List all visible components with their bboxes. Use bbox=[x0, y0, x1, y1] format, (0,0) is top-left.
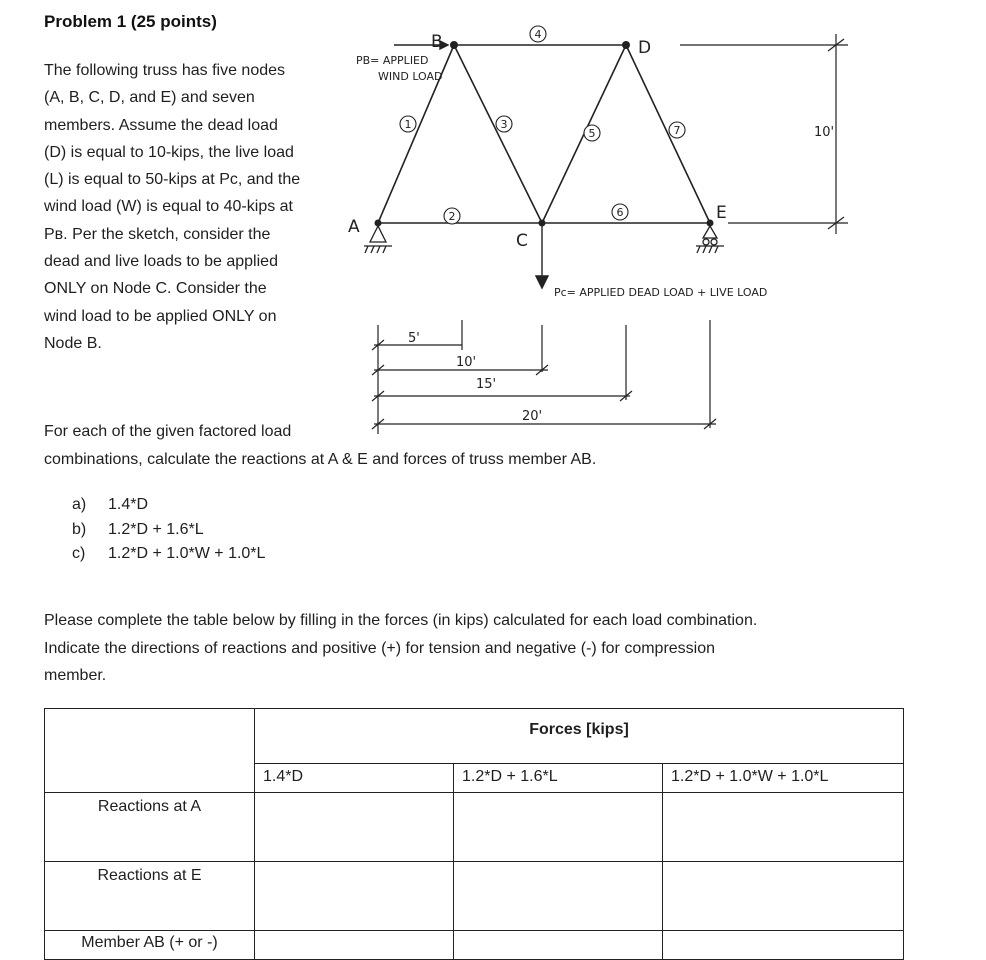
instruction-line: For each of the given factored load bbox=[44, 423, 292, 440]
horizontal-dimensions bbox=[372, 320, 716, 434]
member-label: 3 bbox=[500, 118, 508, 131]
intro-line: wind load to be applied ONLY on bbox=[44, 307, 277, 325]
instruction-paragraph bbox=[44, 418, 596, 473]
combination-tag: b) bbox=[72, 520, 87, 538]
intro-line: (D) is equal to 10-kips, the live load bbox=[44, 143, 294, 161]
problem-intro bbox=[44, 57, 336, 357]
member-label: 7 bbox=[673, 124, 681, 137]
answer-cell[interactable] bbox=[454, 931, 663, 960]
combination-text: 1.4*D bbox=[108, 496, 149, 513]
row-label-reactions-a: Reactions at A bbox=[45, 793, 255, 862]
table-instruction-line: member. bbox=[44, 667, 107, 684]
column-header-1-4d: 1.4*D bbox=[255, 764, 454, 793]
roller-support-e bbox=[696, 226, 724, 253]
intro-line: (L) is equal to 50-kips at Pᴄ, and the bbox=[44, 171, 301, 189]
intro-line: dead and live loads to be applied bbox=[44, 253, 278, 271]
forces-table bbox=[44, 708, 904, 960]
node-label-b: B bbox=[431, 32, 443, 52]
answer-cell[interactable] bbox=[454, 862, 663, 931]
table-header-row bbox=[45, 709, 904, 764]
answer-cell[interactable] bbox=[255, 862, 454, 931]
answer-cell[interactable] bbox=[255, 931, 454, 960]
wind-load-label-2: WIND LOAD bbox=[378, 70, 443, 83]
answer-cell[interactable] bbox=[255, 793, 454, 862]
combination-tag: c) bbox=[72, 545, 86, 562]
dim-label-10ft: 10' bbox=[456, 355, 477, 370]
column-header-1-2d-1-6l: 1.2*D + 1.6*L bbox=[454, 764, 663, 793]
member-label: 5 bbox=[588, 127, 596, 140]
dim-label-15ft: 15' bbox=[476, 377, 497, 392]
intro-line: Node B. bbox=[44, 334, 102, 352]
wind-load-label-1: PB= APPLIED bbox=[356, 54, 429, 67]
load-combination-item bbox=[72, 518, 265, 543]
table-instruction-line: Indicate the directions of reactions and positive (+) for tension and negative (-) for compression bbox=[44, 639, 716, 657]
intro-line: members. Assume the dead load bbox=[44, 116, 278, 134]
member-label: 1 bbox=[404, 118, 412, 131]
dim-label-20ft: 20' bbox=[522, 409, 543, 424]
truss-sketch bbox=[330, 20, 850, 450]
combination-text: 1.2*D + 1.6*L bbox=[108, 520, 204, 538]
answer-cell[interactable] bbox=[663, 793, 904, 862]
node-c-dot bbox=[539, 220, 546, 227]
gravity-load-label: Pc= APPLIED DEAD LOAD + LIVE LOAD bbox=[554, 286, 768, 299]
answer-cell[interactable] bbox=[454, 793, 663, 862]
table-row bbox=[45, 793, 904, 862]
row-label-member-ab: Member AB (+ or -) bbox=[45, 931, 255, 960]
member-label: 4 bbox=[534, 28, 542, 41]
intro-line: wind load (W) is equal to 40-kips at bbox=[44, 198, 293, 216]
table-row bbox=[45, 931, 904, 960]
dim-label-5ft: 5' bbox=[408, 331, 420, 346]
intro-line: ONLY on Node C. Consider the bbox=[44, 280, 267, 298]
answer-cell[interactable] bbox=[663, 862, 904, 931]
member-de bbox=[626, 45, 710, 223]
gravity-arrow-head bbox=[536, 276, 548, 288]
answer-cell[interactable] bbox=[663, 931, 904, 960]
combination-text: 1.2*D + 1.0*W + 1.0*L bbox=[108, 545, 266, 562]
node-label-e: E bbox=[716, 203, 727, 223]
node-b-dot bbox=[450, 41, 458, 49]
intro-line: (A, B, C, D, and E) and seven bbox=[44, 89, 255, 107]
load-combinations-list bbox=[72, 493, 265, 567]
member-label: 6 bbox=[616, 206, 624, 219]
combination-tag: a) bbox=[72, 496, 87, 513]
pin-support-a bbox=[364, 226, 392, 253]
table-instruction-paragraph bbox=[44, 607, 757, 690]
member-bc bbox=[454, 45, 542, 223]
node-d-dot bbox=[622, 41, 630, 49]
truss-sketch-svg bbox=[330, 20, 850, 450]
load-combination-item bbox=[72, 542, 265, 567]
instruction-line: combinations, calculate the reactions at A & E and forces of truss member AB. bbox=[44, 450, 597, 468]
node-label-c: C bbox=[516, 231, 528, 251]
intro-line: Pʙ. Per the sketch, consider the bbox=[44, 225, 271, 243]
row-label-reactions-e: Reactions at E bbox=[45, 862, 255, 931]
forces-header: Forces [kips] bbox=[255, 709, 904, 764]
table-row bbox=[45, 862, 904, 931]
problem-title: Problem 1 (25 points) bbox=[44, 12, 217, 31]
height-dim-label: 10' bbox=[814, 125, 835, 140]
node-label-d: D bbox=[638, 38, 652, 58]
intro-line: The following truss has five nodes bbox=[44, 62, 286, 79]
member-label: 2 bbox=[448, 210, 456, 223]
node-label-a: A bbox=[348, 217, 360, 237]
table-corner-cell bbox=[45, 709, 255, 793]
load-combination-item bbox=[72, 493, 265, 518]
table-instruction-line: Please complete the table below by filling in the forces (in kips) calculated for each load combination. bbox=[44, 612, 758, 629]
column-header-1-2d-1-0w-1-0l: 1.2*D + 1.0*W + 1.0*L bbox=[663, 764, 904, 793]
